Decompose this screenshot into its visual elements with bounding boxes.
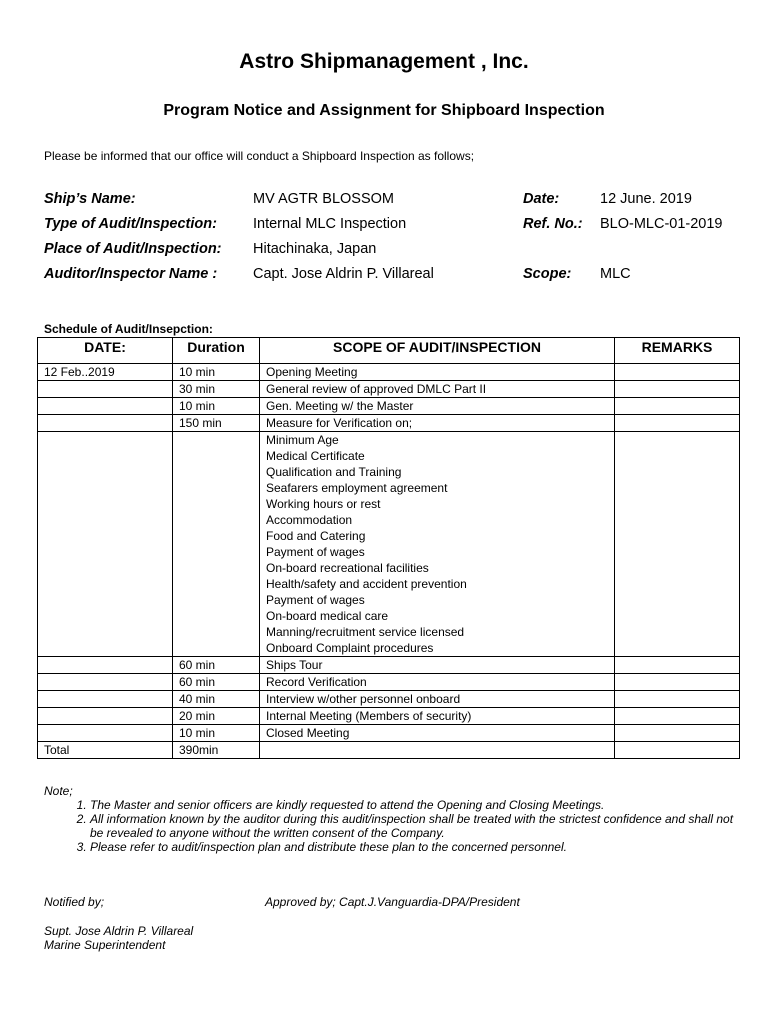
- table-header-row: [38, 338, 740, 364]
- row-remarks: [615, 432, 740, 657]
- table-row: [38, 674, 740, 691]
- table-row: [38, 691, 740, 708]
- row-scope: Closed Meeting: [260, 725, 615, 742]
- list-item: Food and Catering: [266, 529, 366, 543]
- intro-text: Please be informed that our office will conduct a Shipboard Inspection as follows;: [44, 149, 475, 163]
- row-scope: [260, 742, 615, 759]
- row-scope: Opening Meeting: [260, 364, 615, 381]
- col-date-header: DATE:: [38, 338, 173, 364]
- verification-items-list: [260, 432, 615, 657]
- row-remarks: [615, 415, 740, 432]
- table-row: [38, 415, 740, 432]
- row-scope: Gen. Meeting w/ the Master: [260, 398, 615, 415]
- table-row: [38, 708, 740, 725]
- row-duration: 10 min: [173, 364, 260, 381]
- col-duration-header: Duration: [173, 338, 260, 364]
- list-item: Seafarers employment agreement: [266, 481, 448, 495]
- row-duration: 60 min: [173, 657, 260, 674]
- row-duration: 40 min: [173, 691, 260, 708]
- row-date: Total: [38, 742, 173, 759]
- row-date: [38, 674, 173, 691]
- list-item: 2. All information known by the auditor during this audit/inspection shall be treated with the strictest confidence and shall not be revealed to anyone without the written consent of the Company.: [90, 812, 744, 840]
- row-duration: 60 min: [173, 674, 260, 691]
- signatory-position: Marine Superintendent: [44, 938, 166, 952]
- row-scope: Interview w/other personnel onboard: [260, 691, 615, 708]
- list-item: Minimum Age: [266, 433, 339, 447]
- row-remarks: [615, 691, 740, 708]
- ship-name-label: Ship’s Name:: [44, 191, 136, 207]
- table-row: [38, 398, 740, 415]
- table-row: [38, 364, 740, 381]
- list-item: 3. Please refer to audit/inspection plan and distribute these plan to the concerned personnel.: [90, 840, 744, 854]
- list-item: Onboard Complaint procedures: [266, 641, 434, 655]
- list-item: Payment of wages: [266, 545, 365, 559]
- auditor-label: Auditor/Inspector Name :: [44, 266, 218, 282]
- row-remarks: [615, 364, 740, 381]
- schedule-table: [37, 337, 740, 759]
- row-remarks: [615, 725, 740, 742]
- row-scope: Measure for Verification on;: [260, 415, 615, 432]
- row-date: [38, 381, 173, 398]
- row-remarks: [615, 708, 740, 725]
- document-title: Program Notice and Assignment for Shipboard Inspection: [163, 102, 605, 119]
- notes-list: [44, 798, 744, 854]
- signatory-name: Supt. Jose Aldrin P. Villareal: [44, 924, 194, 938]
- row-scope: Internal Meeting (Members of security): [260, 708, 615, 725]
- col-scope-header: SCOPE OF AUDIT/INSPECTION: [260, 338, 615, 364]
- row-date: [38, 708, 173, 725]
- ref-value: BLO-MLC-01-2019: [600, 216, 723, 232]
- table-row: [38, 381, 740, 398]
- scope-value: MLC: [600, 266, 631, 282]
- row-duration: 20 min: [173, 708, 260, 725]
- scope-label: Scope:: [523, 266, 572, 282]
- place-value: Hitachinaka, Japan: [253, 241, 377, 257]
- row-scope: Record Verification: [260, 674, 615, 691]
- list-item: 1. The Master and senior officers are kindly requested to attend the Opening and Closing Meetings.: [90, 798, 744, 812]
- row-remarks: [615, 398, 740, 415]
- schedule-label: Schedule of Audit/Insepction:: [44, 322, 213, 336]
- row-remarks: [615, 381, 740, 398]
- row-date: [38, 725, 173, 742]
- list-item: Manning/recruitment service licensed: [266, 625, 465, 639]
- list-item: Accommodation: [266, 513, 353, 527]
- row-date: 12 Feb..2019: [38, 364, 173, 381]
- row-remarks: [615, 657, 740, 674]
- row-date: [38, 432, 173, 657]
- table-row: [38, 657, 740, 674]
- list-item: On-board recreational facilities: [266, 561, 429, 575]
- approved-by: Approved by; Capt.J.Vanguardia-DPA/President: [265, 895, 520, 909]
- auditor-value: Capt. Jose Aldrin P. Villareal: [253, 266, 434, 282]
- notified-label: Notified by;: [44, 895, 105, 909]
- type-label: Type of Audit/Inspection:: [44, 216, 217, 232]
- row-date: [38, 657, 173, 674]
- row-duration: 10 min: [173, 398, 260, 415]
- total-row: [38, 742, 740, 759]
- place-label: Place of Audit/Inspection:: [44, 241, 222, 257]
- notes-section: [44, 784, 744, 854]
- row-date: [38, 415, 173, 432]
- list-item: Working hours or rest: [266, 497, 381, 511]
- col-remarks-header: REMARKS: [615, 338, 740, 364]
- row-scope: Ships Tour: [260, 657, 615, 674]
- row-duration: 10 min: [173, 725, 260, 742]
- row-remarks: [615, 742, 740, 759]
- table-row: [38, 725, 740, 742]
- row-duration: [173, 432, 260, 657]
- date-value: 12 June. 2019: [600, 191, 692, 207]
- row-date: [38, 691, 173, 708]
- type-value: Internal MLC Inspection: [253, 216, 407, 232]
- row-scope: General review of approved DMLC Part II: [260, 381, 615, 398]
- list-item: Qualification and Training: [266, 465, 402, 479]
- list-item: Medical Certificate: [266, 449, 365, 463]
- row-date: [38, 398, 173, 415]
- list-item: Payment of wages: [266, 593, 365, 607]
- verification-items-row: [38, 432, 740, 657]
- ref-label: Ref. No.:: [523, 216, 583, 232]
- notes-label: Note;: [44, 784, 73, 798]
- date-label: Date:: [523, 191, 560, 207]
- row-duration: 150 min: [173, 415, 260, 432]
- list-item: On-board medical care: [266, 609, 389, 623]
- row-duration: 30 min: [173, 381, 260, 398]
- company-name: Astro Shipmanagement , Inc.: [239, 50, 529, 73]
- ship-name-value: MV AGTR BLOSSOM: [253, 191, 394, 207]
- row-remarks: [615, 674, 740, 691]
- row-duration: 390min: [173, 742, 260, 759]
- list-item: Health/safety and accident prevention: [266, 577, 467, 591]
